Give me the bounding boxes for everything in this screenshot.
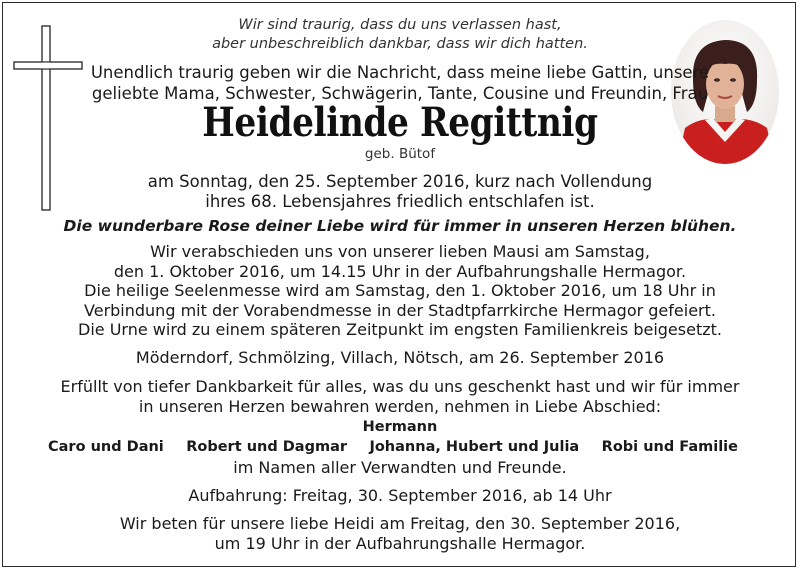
thanks-text (0, 377, 800, 417)
mass-line: Verbindung mit der Vorabendmesse in der Stadtpfarrkirche Hermagor gefeiert. (84, 301, 716, 320)
announcement-line: Unendlich traurig geben wir die Nachricht, dass meine liebe Gattin, unsere (90, 63, 710, 82)
mourner-families (48, 438, 738, 456)
mourner-family: Johanna, Hubert und Julia (369, 439, 580, 455)
prayer-info (0, 514, 800, 554)
place-date: Möderndorf, Schmölzing, Villach, Nötsch, am 26. September 2016 (135, 348, 665, 367)
wake-info: Aufbahrung: Freitag, 30. September 2016, ab 14 Uhr (188, 486, 612, 505)
thanks-line: in unseren Herzen bewahren werden, nehmen in Liebe Abschied: (138, 397, 662, 416)
mourner-family: Robert und Dagmar (186, 439, 348, 455)
mass-info (0, 281, 800, 321)
farewell-info (0, 242, 800, 282)
urn-info: Die Urne wird zu einem späteren Zeitpunkt im engsten Familienkreis beigesetzt. (78, 320, 722, 339)
farewell-line: den 1. Oktober 2016, um 14.15 Uhr in der Aufbahrungshalle Hermagor. (113, 262, 687, 281)
prayer-line: Wir beten für unsere liebe Heidi am Freitag, den 30. September 2016, (119, 514, 681, 533)
death-line: am Sonntag, den 25. September 2016, kurz nach Vollendung (147, 172, 653, 191)
memorial-quote: Die wunderbare Rose deiner Liebe wird für immer in unseren Herzen blühen. (63, 217, 737, 235)
birth-name: geb. Bütof (364, 146, 436, 162)
thanks-line: Erfüllt von tiefer Dankbarkeit für alles, was du uns geschenkt hast und wir für immer (60, 377, 740, 396)
mass-line: Die heilige Seelenmesse wird am Samstag, den 1. Oktober 2016, um 18 Uhr in (84, 281, 716, 300)
mourner-husband: Hermann (362, 419, 438, 435)
mourner-family: Robi und Familie (601, 439, 738, 455)
deceased-name: Heidelinde Regittnig (202, 99, 598, 146)
announcement (0, 62, 800, 104)
mourner-family: Caro und Dani (48, 439, 164, 455)
death-line: ihres 68. Lebensjahres friedlich entschlafen ist. (205, 192, 595, 211)
farewell-line: Wir verabschieden uns von unserer lieben Mausi am Samstag, (150, 242, 650, 261)
prayer-line: um 19 Uhr in der Aufbahrungshalle Hermagor. (214, 534, 586, 553)
motto-line: Wir sind traurig, dass du uns verlassen hast, (238, 17, 562, 33)
death-statement (0, 172, 800, 212)
announcement-line: geliebte Mama, Schwester, Schwägerin, Tante, Cousine und Freundin, Frau (91, 84, 709, 103)
motto-line: aber unbeschreiblich dankbar, dass wir dich hatten. (212, 36, 588, 52)
relatives-note: im Namen aller Verwandten und Freunde. (233, 458, 567, 477)
motto (0, 16, 800, 54)
